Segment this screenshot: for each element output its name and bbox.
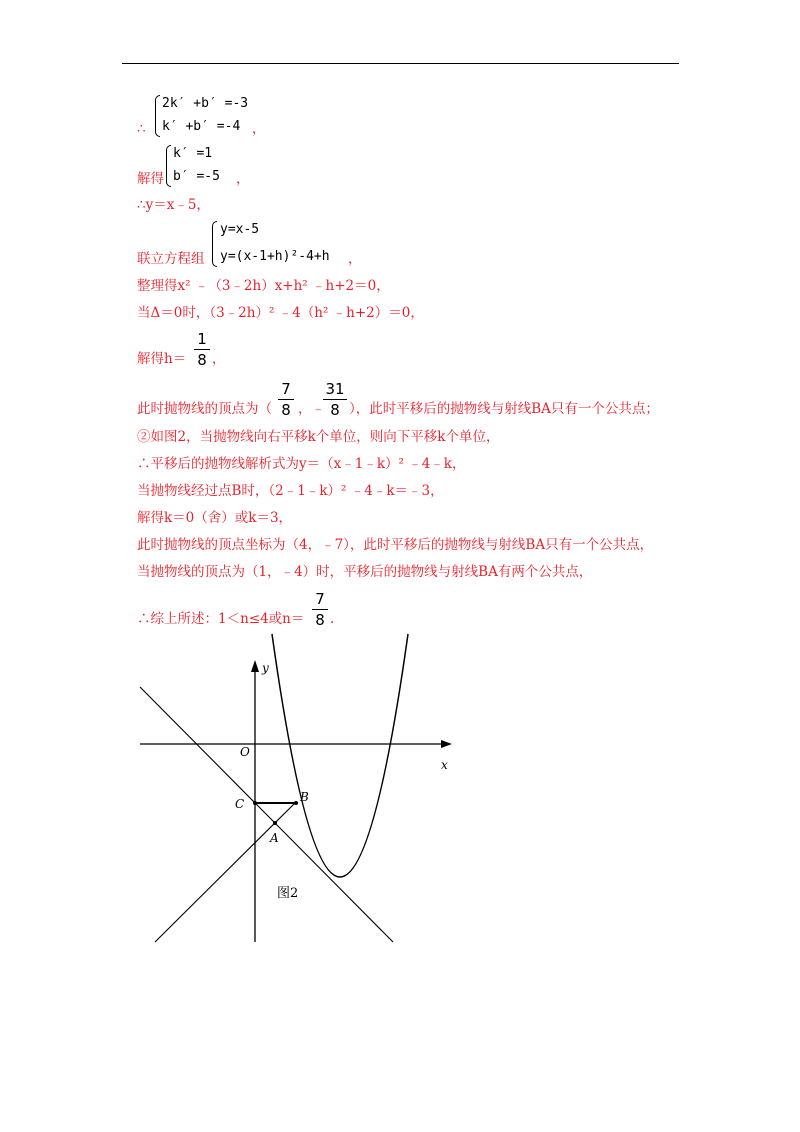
fraction-vertex-y-denominator: 8	[330, 401, 340, 419]
system3-row2: y=(x-1+h)²-4+h	[220, 249, 330, 264]
label-c: C	[235, 797, 245, 811]
point-a	[273, 821, 277, 825]
system3-row1: y=x-5	[220, 222, 260, 237]
vertex-separator: ，﹣	[298, 401, 325, 417]
summary-tail: .	[330, 611, 335, 627]
fraction-vertex-x-numerator: 7	[281, 380, 291, 398]
vertex3-line: 当抛物线的顶点为（1，﹣4）时，平移后的抛物线与射线BA有两个公共点，	[137, 564, 593, 580]
solve-k-line: 解得k＝0（舍）或k＝3，	[137, 510, 293, 526]
arrange-line: 整理得x² ﹣（3﹣2h）x+h² ﹣h+2＝0，	[137, 278, 390, 294]
label-o: O	[240, 745, 250, 759]
vertex2-line: 此时抛物线的顶点坐标为（4，﹣7），此时平移后的抛物线与射线BA只有一个公共点，	[137, 537, 654, 553]
through-b-line: 当抛物线经过点B时，（2﹣1﹣k）² ﹣4﹣k＝﹣3，	[137, 483, 444, 499]
summary-prefix: ∴综上所述：1＜n≤4或n＝	[137, 611, 305, 627]
line-ba	[140, 687, 393, 942]
line-equation: ∴y＝x﹣5，	[137, 197, 210, 213]
system1-row2: k′ +b′ =-4	[162, 119, 241, 134]
label-b: B	[300, 790, 309, 804]
case2-line: ②如图2，当抛物线向右平移k个单位，则向下平移k个单位，	[137, 429, 500, 445]
y-axis-arrow	[251, 660, 259, 672]
system2-tail: ，	[236, 171, 250, 187]
point-c	[253, 801, 257, 805]
system1-tail: ，	[252, 121, 266, 137]
fraction-vertex-y-numerator: 31	[325, 380, 345, 398]
fraction-summary-numerator: 7	[315, 590, 325, 608]
system2-row2: b′ =-5	[173, 169, 220, 184]
fraction-h-numerator: 1	[197, 330, 207, 348]
vertex-prefix: 此时抛物线的顶点为（	[137, 401, 272, 417]
system3-tail: ，	[348, 251, 362, 267]
fraction-h-denominator: 8	[197, 351, 207, 369]
shift-formula-line: ∴平移后的抛物线解析式为y＝（x﹣1﹣k）² ﹣4﹣k，	[137, 456, 466, 472]
x-axis-arrow	[441, 740, 452, 748]
delta-line: 当Δ＝0时，（3﹣2h）² ﹣4（h² ﹣h+2）＝0，	[137, 305, 424, 321]
label-x: x	[441, 758, 448, 772]
system1-row1: 2k′ +b′ =-3	[162, 96, 249, 111]
solve-h-tail: ，	[212, 351, 226, 367]
system2-row1: k′ =1	[173, 146, 213, 161]
solve-h-prefix: 解得h＝	[137, 351, 187, 367]
label-y: y	[262, 661, 269, 675]
label-a: A	[270, 831, 279, 845]
fraction-vertex-x-denominator: 8	[281, 401, 291, 419]
simultaneous-prefix: 联立方程组	[137, 251, 205, 267]
figure-caption: 图2	[277, 886, 299, 901]
therefore-symbol: ∴	[137, 121, 146, 137]
point-b	[294, 801, 298, 805]
fraction-summary-denominator: 8	[315, 611, 325, 629]
solve-prefix-1: 解得	[137, 171, 164, 187]
vertex-tail: ），此时平移后的抛物线与射线BA只有一个公共点；	[349, 401, 659, 417]
